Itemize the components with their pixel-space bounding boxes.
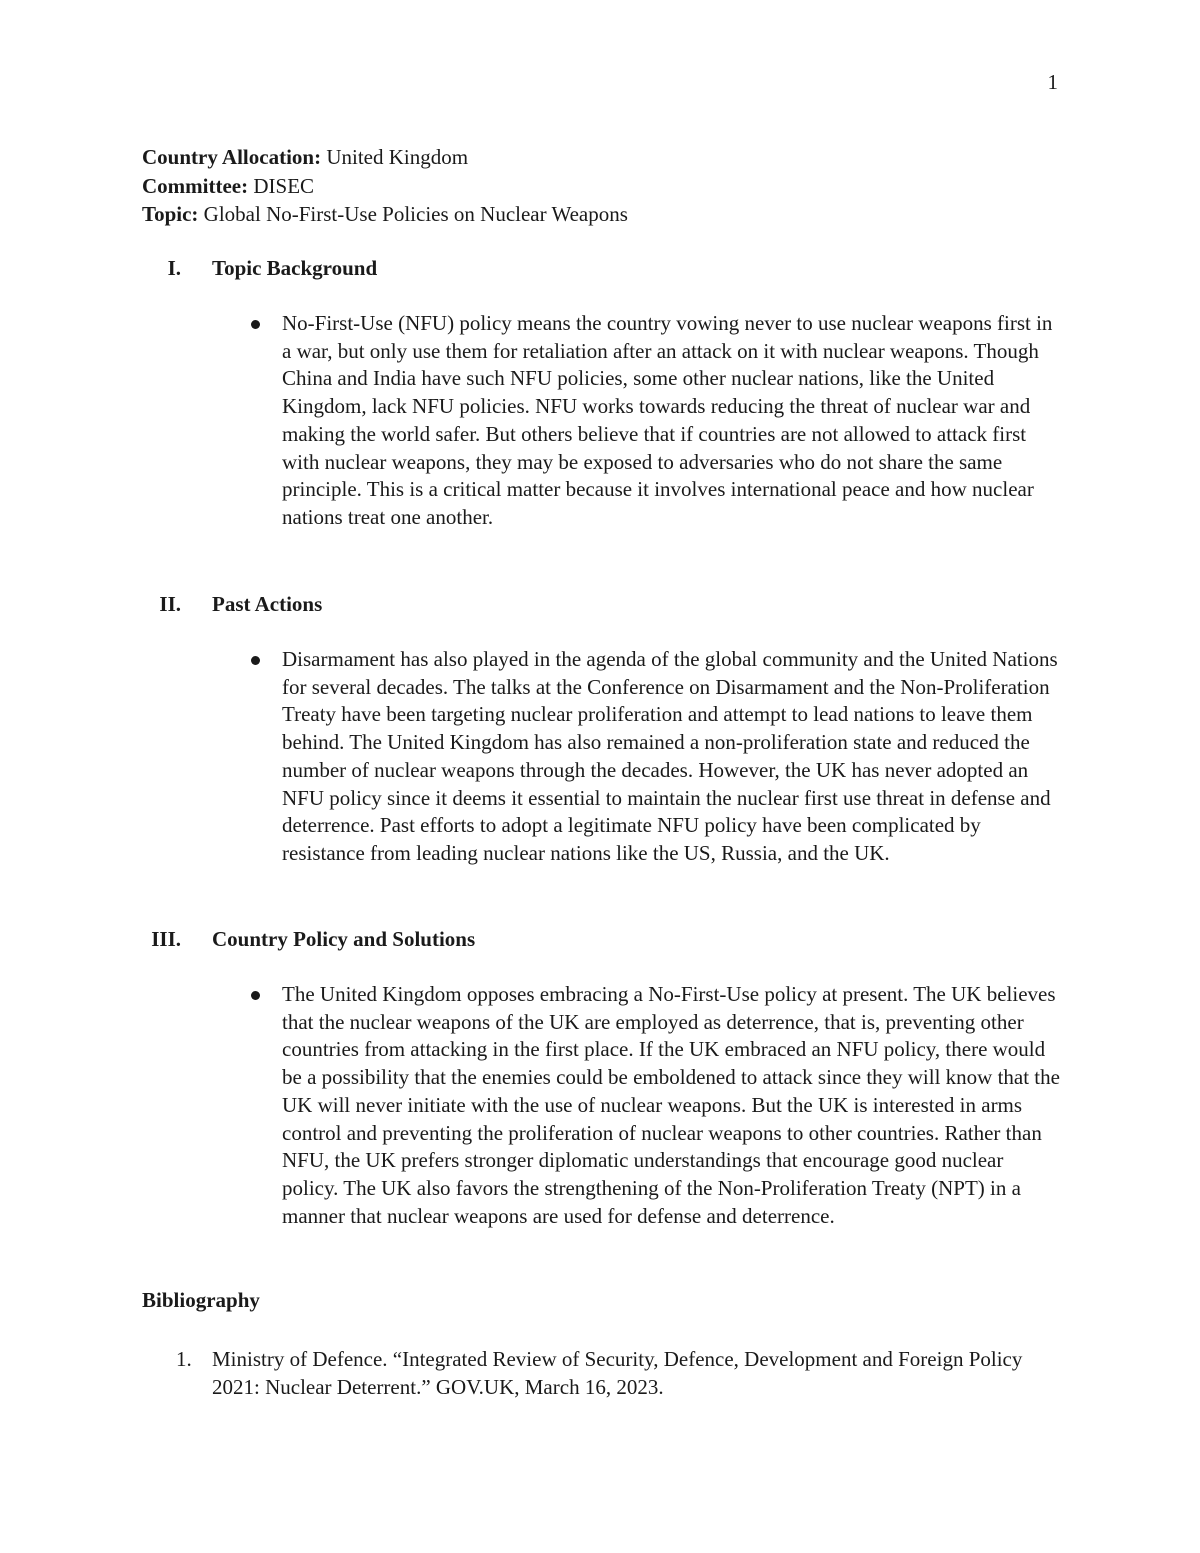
section-past-actions — [142, 590, 1062, 868]
country-allocation-line — [142, 143, 628, 172]
bibliography-item — [142, 1345, 1072, 1401]
bullet-dot-icon — [251, 656, 260, 665]
section-heading — [142, 590, 1062, 618]
topic-label: Topic: — [142, 202, 199, 226]
section-title: Country Policy and Solutions — [212, 927, 476, 951]
section-country-policy — [142, 925, 1062, 1230]
section-numeral: I. — [167, 256, 181, 280]
topic-line — [142, 200, 628, 229]
bibliography-list — [142, 1345, 1072, 1401]
section-topic-background — [142, 254, 1062, 532]
committee-line — [142, 172, 628, 201]
bullet-text: No-First-Use (NFU) policy means the country vowing never to use nuclear weapons first in a war, but only use them for retaliation after an attack on it with nuclear weapons. Though China and India have such NFU policies, some other nuclear nations, like the United Kingdom, lack NFU policies. NFU works towards reducing the threat of nuclear war and making the world safer. But others believe that if countries are not allowed to attack first with nuclear weapons, they may be exposed to adversaries who do not share the same principle. This is a critical matter because it involves international peace and how nuclear nations treat one another. — [282, 311, 1053, 529]
header-block — [142, 143, 628, 229]
bibliography-item-text: Ministry of Defence. “Integrated Review of Security, Defence, Development and Foreign Policy 2021: Nuclear Deterrent.” GOV.UK, March 16, 2023. — [212, 1347, 1023, 1399]
committee-value: DISEC — [248, 173, 315, 198]
section-numeral: II. — [159, 592, 181, 616]
committee-label: Committee: — [142, 173, 249, 198]
section-title: Past Actions — [212, 592, 323, 616]
country-allocation-label: Country Allocation: — [142, 145, 322, 169]
bullet-text: Disarmament has also played in the agenda of the global community and the United Nations for several decades. The talks at the Conference on Disarmament and the Non-Proliferation Treaty have been targeting nuclear proliferation and attempt to lead nations to leave them behind. The United Kingdom has also remained a non-proliferation state and reduced the number of nuclear weapons through the decades. However, the UK has never adopted an NFU policy since it deems it essential to maintain the nuclear first use threat in defense and deterrence. Past efforts to adopt a legitimate NFU policy have been complicated by resistance from leading nuclear nations like the US, Russia, and the UK. — [282, 647, 1058, 865]
bullet-item — [142, 981, 1062, 1230]
section-heading — [142, 925, 1062, 953]
bullet-item — [142, 646, 1062, 868]
bullet-item — [142, 310, 1062, 532]
section-heading — [142, 254, 1062, 282]
bullet-dot-icon — [251, 991, 260, 1000]
topic-value: Global No-First-Use Policies on Nuclear Weapons — [198, 202, 628, 226]
country-allocation-value: United Kingdom — [321, 145, 469, 169]
bibliography-item-number: 1. — [176, 1347, 192, 1371]
bullet-text: The United Kingdom opposes embracing a No-First-Use policy at present. The UK believes that the nuclear weapons of the UK are employed as deterrence, that is, preventing other countries from attacking in the first place. If the UK embraced an NFU policy, there would be a possibility that the enemies could be emboldened to attack since they will know that the UK will never initiate with the use of nuclear weapons. But the UK is interested in arms control and preventing the proliferation of nuclear weapons to other countries. Rather than NFU, the UK prefers stronger diplomatic understandings that encourage good nuclear policy. The UK also favors the strengthening of the Non-Proliferation Treaty (NPT) in a manner that nuclear weapons are used for defense and deterrence. — [282, 982, 1060, 1228]
section-title: Topic Background — [212, 256, 378, 280]
section-numeral: III. — [151, 927, 181, 951]
bullet-dot-icon — [251, 320, 260, 329]
bibliography-heading: Bibliography — [142, 1288, 260, 1312]
page-number: 1 — [1047, 70, 1058, 94]
